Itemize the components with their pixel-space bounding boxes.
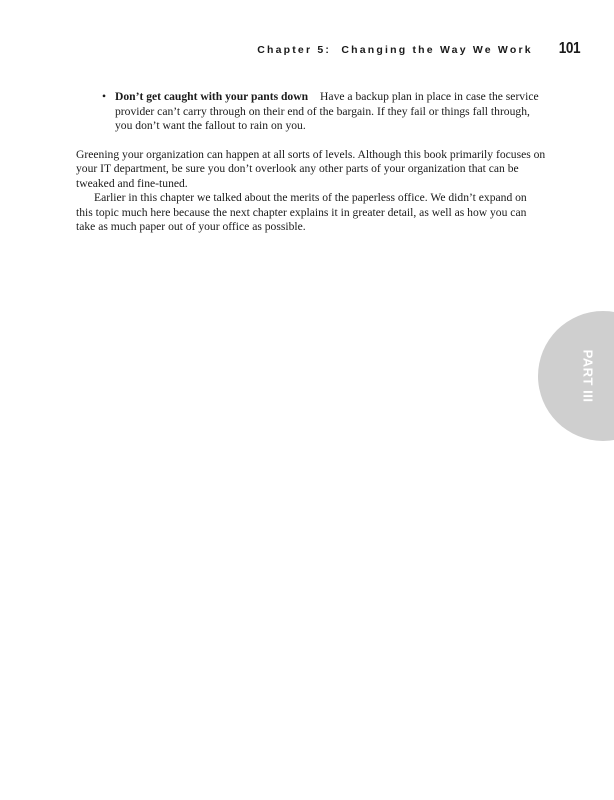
bullet-lead: Don’t get caught with your pants down bbox=[115, 90, 309, 103]
page-body bbox=[76, 90, 546, 235]
bullet-icon: • bbox=[102, 90, 107, 103]
body-paragraph: Earlier in this chapter we talked about the merits of the paperless office. We didn’t expand on this topic much here because the next chapter explains it in greater detail, as well as how you can take as much paper out of your office as possible. bbox=[76, 191, 527, 233]
part-tab-label: PART III bbox=[580, 349, 596, 403]
body-paragraph: Greening your organization can happen at all sorts of levels. Although this book primarily focuses on your IT department, be sure you don’t overlook any other parts of your organization that can be tweaked and fine-tuned. bbox=[76, 147, 546, 190]
part-thumb-tab bbox=[538, 311, 614, 441]
bullet-text: Have a backup plan in place in case the service provider can’t carry through on their end of the bargain. If they fail or things fall through, you don’t want the fallout to rain on you. bbox=[115, 90, 539, 132]
chapter-title: Chapter 5: Changing the Way We Work bbox=[257, 44, 533, 56]
bullet-list bbox=[76, 90, 546, 134]
page-number: 101 bbox=[558, 40, 580, 57]
running-header bbox=[257, 40, 580, 58]
list-item bbox=[102, 90, 546, 134]
